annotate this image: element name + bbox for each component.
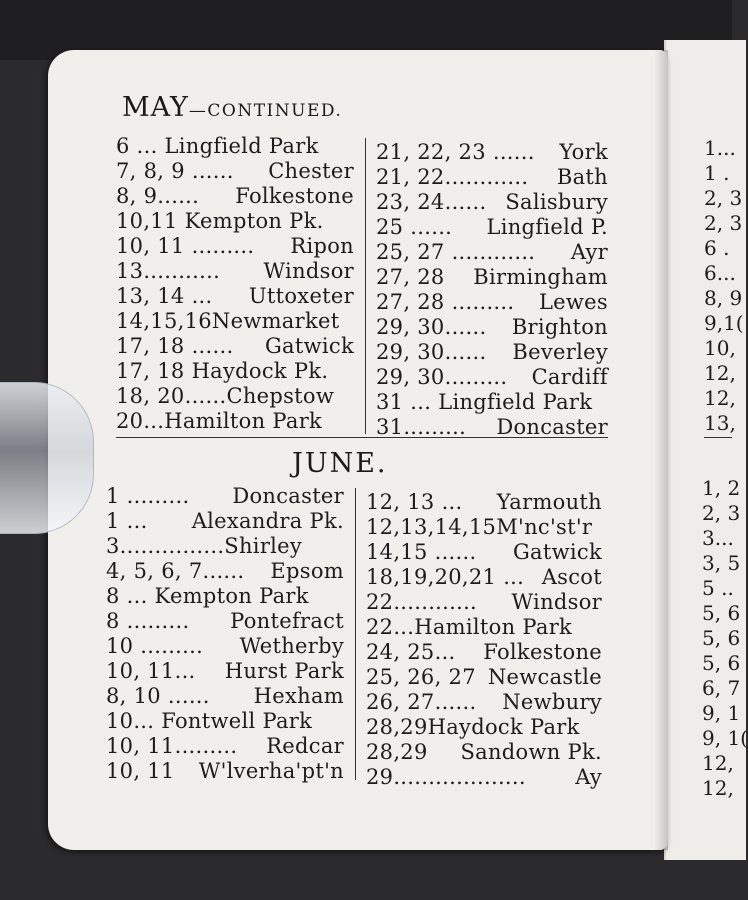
fixture-dates: 25, 26, 27 [366, 665, 476, 689]
june-right-column [366, 490, 602, 790]
fixture-dates: 10, 11 ......... [116, 234, 255, 258]
fixture-row [366, 615, 602, 640]
edge-text: 8, 9 [704, 286, 743, 310]
june-column-divider [355, 488, 356, 780]
may-right-column [376, 140, 608, 440]
fixture-dates: 18, 20......Chepstow [116, 384, 335, 408]
fixture-row [366, 565, 602, 590]
fixture-dates: 26, 27...... [366, 690, 477, 714]
fixture-dates: 4, 5, 6, 7...... [106, 559, 245, 583]
fixture-row [106, 709, 344, 734]
fixture-row [366, 765, 602, 790]
may-subtitle: —CONTINUED. [188, 101, 343, 121]
fixture-dates: 17, 18 ...... [116, 334, 234, 358]
fixture-row [106, 534, 344, 559]
fixture-venue: Redcar [266, 734, 344, 758]
fixture-dates: 25, 27 ............ [376, 240, 536, 264]
fixture-row [106, 659, 344, 684]
fixture-venue: Ayr [570, 240, 608, 264]
fixture-dates: 10, 11 [106, 759, 175, 783]
fixture-dates: 3...............Shirley [106, 534, 303, 558]
fixture-venue: Uttoxeter [248, 284, 354, 308]
fixture-dates: 10... Fontwell Park [106, 709, 313, 733]
edge-text: 1 . [704, 161, 730, 185]
fixture-dates: 1 ......... [106, 484, 190, 508]
fixture-dates: 28,29 [366, 740, 428, 764]
fixture-row [376, 165, 608, 190]
fixture-row [376, 340, 608, 365]
section-divider [116, 437, 608, 438]
edge-text: 1... [704, 136, 736, 160]
fixture-venue: W'lverha'pt'n [198, 759, 344, 783]
fixture-row [116, 259, 354, 284]
fixture-venue: Brighton [511, 315, 608, 339]
fixture-dates: 23, 24...... [376, 190, 487, 214]
fixture-row [116, 234, 354, 259]
fixture-dates: 14,15 ...... [366, 540, 477, 564]
fixture-row [366, 740, 602, 765]
fixture-dates: 29................... [366, 765, 526, 789]
fixture-venue: Cardiff [531, 365, 608, 389]
fixture-dates: 12,13,14,15M'nc'st'r [366, 515, 593, 539]
fixture-dates: 6 ... Lingfield Park [116, 134, 319, 158]
edge-text: 12, [704, 386, 736, 410]
fixture-row [106, 609, 344, 634]
fixture-row [106, 584, 344, 609]
fixture-venue: Yarmouth [496, 490, 602, 514]
next-page-divider [704, 437, 732, 438]
next-page-edge-top [704, 136, 744, 436]
fixture-row [116, 159, 354, 184]
fixture-dates: 10,11 Kempton Pk. [116, 209, 324, 233]
edge-text: 9,1( [704, 311, 744, 335]
fixture-venue: Folkestone [483, 640, 602, 664]
fixture-venue: Newbury [502, 690, 602, 714]
fixture-dates: 12, 13 ... [366, 490, 463, 514]
fixture-venue: Bath [556, 165, 608, 189]
fixture-row [106, 634, 344, 659]
fixture-dates: 8 ......... [106, 609, 190, 633]
fixture-dates: 31 ... Lingfield Park [376, 390, 593, 414]
fixture-row [376, 315, 608, 340]
fixture-row [366, 515, 602, 540]
fixture-row [376, 265, 608, 290]
edge-text: 6 . [704, 236, 730, 260]
edge-text: 10, [704, 336, 736, 360]
fixture-row [116, 284, 354, 309]
fixture-row [366, 640, 602, 665]
fixture-dates: 22............ [366, 590, 478, 614]
fixture-venue: Epsom [270, 559, 344, 583]
fixture-row [116, 209, 354, 234]
fixture-venue: Hexham [253, 684, 344, 708]
edge-text: 5, 6 [702, 651, 741, 675]
fixture-row [116, 184, 354, 209]
fixture-venue: Wetherby [239, 634, 344, 658]
fixture-dates: 24, 25... [366, 640, 456, 664]
fixture-venue: Windsor [511, 590, 602, 614]
fixture-row [116, 384, 354, 409]
fixture-row [106, 484, 344, 509]
edge-text: 12, [702, 751, 734, 775]
fixture-dates: 29, 30...... [376, 340, 487, 364]
fixture-venue: Lingfield P. [486, 215, 608, 239]
fixture-row [366, 715, 602, 740]
edge-text: 9, 1( [702, 726, 748, 750]
fixture-row [366, 590, 602, 615]
may-column-divider [365, 138, 366, 434]
fixture-row [366, 690, 602, 715]
fixture-row [116, 309, 354, 334]
fixture-row [376, 215, 608, 240]
fixture-dates: 25 ...... [376, 215, 453, 239]
fixture-dates: 8 ... Kempton Park [106, 584, 309, 608]
fixture-dates: 10 ......... [106, 634, 204, 658]
fixture-venue: Newcastle [487, 665, 602, 689]
fixture-venue: Hurst Park [224, 659, 344, 683]
fixture-venue: Birmingham [473, 265, 608, 289]
fixture-venue: Pontefract [230, 609, 344, 633]
fixture-row [116, 334, 354, 359]
may-left-column [116, 134, 354, 434]
fixture-row [376, 365, 608, 390]
fixture-venue: Folkestone [235, 184, 354, 208]
fixture-venue: Ay [575, 765, 602, 789]
fixture-row [106, 559, 344, 584]
edge-text: 12, [704, 361, 736, 385]
june-left-column [106, 484, 344, 784]
fixture-row [376, 240, 608, 265]
fixture-dates: 27, 28 ......... [376, 290, 515, 314]
fixture-row [116, 409, 354, 434]
fixture-dates: 31......... [376, 415, 467, 439]
fixture-dates: 7, 8, 9 ...... [116, 159, 234, 183]
edge-text: 6, 7 [702, 676, 741, 700]
fixture-venue: Chester [268, 159, 354, 183]
fixture-dates: 28,29Haydock Park [366, 715, 580, 739]
page-gutter [654, 50, 668, 850]
fixture-dates: 27, 28 [376, 265, 445, 289]
edge-text: 12, [702, 776, 734, 800]
fixture-dates: 13, 14 ... [116, 284, 213, 308]
fixture-row [376, 290, 608, 315]
fixture-venue: York [559, 140, 608, 164]
fixture-row [376, 190, 608, 215]
fixture-dates: 10, 11... [106, 659, 196, 683]
fixture-dates: 29, 30......... [376, 365, 508, 389]
may-heading [122, 92, 342, 123]
fixture-venue: Alexandra Pk. [191, 509, 344, 533]
may-title: MAY [122, 92, 189, 123]
edge-text: 1, 2 [702, 476, 741, 500]
edge-text: 9, 1 [702, 701, 741, 725]
fixture-dates: 8, 9...... [116, 184, 200, 208]
fixture-dates: 21, 22, 23 ...... [376, 140, 535, 164]
fixture-row [366, 665, 602, 690]
fixture-row [106, 734, 344, 759]
fixture-row [116, 134, 354, 159]
fixture-row [376, 140, 608, 165]
fixture-venue: Doncaster [496, 415, 608, 439]
fixture-dates: 18,19,20,21 ... [366, 565, 525, 589]
edge-text: 5 .. [702, 576, 734, 600]
fixture-venue: Beverley [512, 340, 608, 364]
fixture-venue: Lewes [538, 290, 608, 314]
june-heading: JUNE. [292, 448, 388, 479]
fixture-venue: Salisbury [505, 190, 608, 214]
fixture-venue: Ascot [541, 565, 602, 589]
edge-text: 3, 5 [702, 551, 741, 575]
fixture-venue: Doncaster [232, 484, 344, 508]
fixture-dates: 22...Hamilton Park [366, 615, 573, 639]
fixture-dates: 14,15,16Newmarket [116, 309, 340, 333]
edge-text: 2, 3 [704, 186, 743, 210]
fixture-row [106, 759, 344, 784]
fixture-dates: 1 ... [106, 509, 148, 533]
edge-text: 2, 3 [704, 211, 743, 235]
fixture-dates: 20...Hamilton Park [116, 409, 323, 433]
fixture-dates: 17, 18 Haydock Pk. [116, 359, 329, 383]
edge-text: 2, 3 [702, 501, 741, 525]
fixture-dates: 8, 10 ...... [106, 684, 210, 708]
fixture-dates: 29, 30...... [376, 315, 487, 339]
fixture-venue: Gatwick [264, 334, 354, 358]
fixture-venue: Gatwick [512, 540, 602, 564]
fixture-dates: 21, 22............ [376, 165, 529, 189]
fixture-venue: Windsor [263, 259, 354, 283]
fixture-row [376, 390, 608, 415]
fixture-row [116, 359, 354, 384]
fixture-row [106, 684, 344, 709]
plastic-clip [0, 382, 94, 534]
next-page-edge-bottom [702, 476, 748, 801]
fixture-venue: Ripon [290, 234, 354, 258]
edge-text: 3... [702, 526, 734, 550]
fixture-row [366, 490, 602, 515]
edge-text: 13, [704, 411, 736, 435]
fixture-dates: 10, 11......... [106, 734, 238, 758]
edge-text: 6... [704, 261, 736, 285]
edge-text: 5, 6 [702, 601, 741, 625]
fixture-row [106, 509, 344, 534]
fixture-dates: 13........... [116, 259, 221, 283]
edge-text: 5, 6 [702, 626, 741, 650]
fixture-venue: Sandown Pk. [460, 740, 602, 764]
fixture-row [366, 540, 602, 565]
